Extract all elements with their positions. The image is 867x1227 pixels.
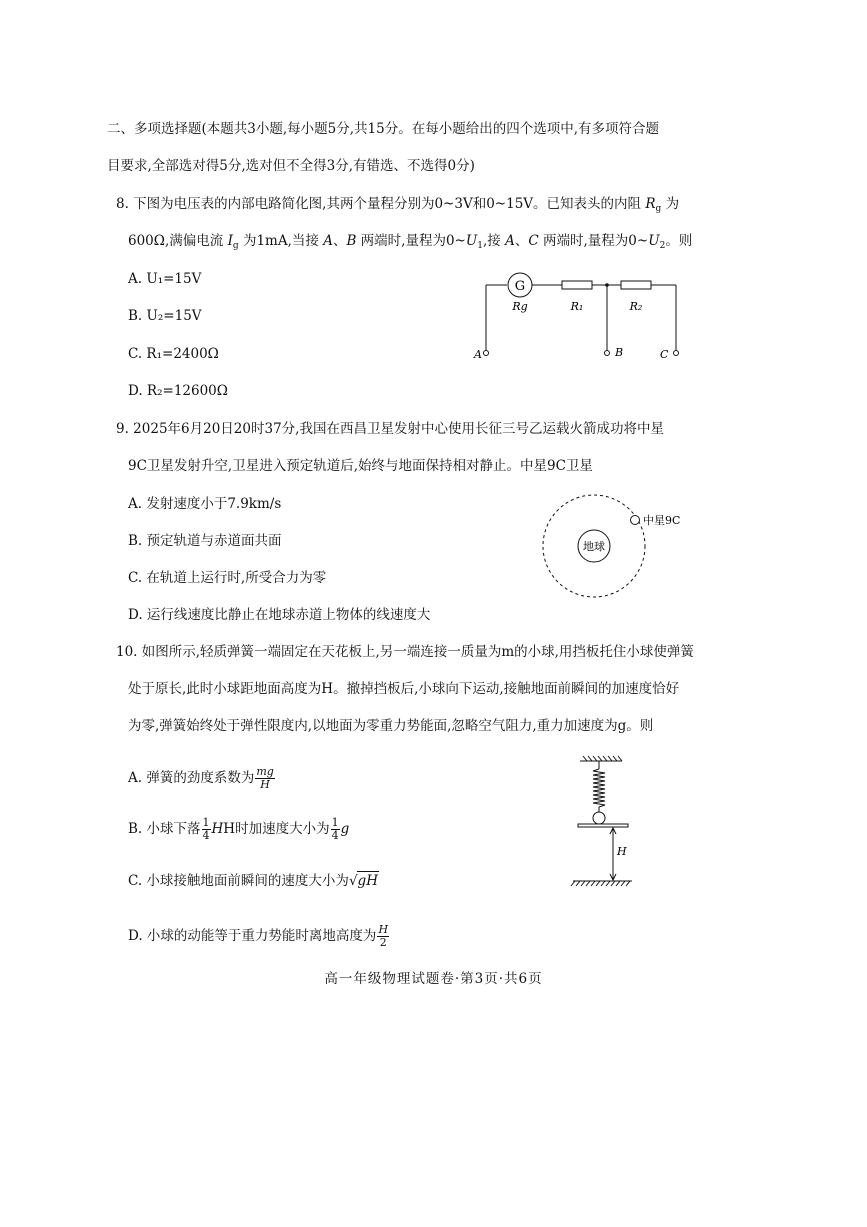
q8-option-d: D. R₂=12600Ω: [128, 383, 228, 399]
q8-option-b: B. U₂=15V: [128, 308, 202, 324]
page-footer: 高一年级物理试题卷·第3页·共6页: [324, 971, 543, 987]
q9-option-c: C. 在轨道上运行时,所受合力为零: [128, 570, 327, 586]
spring-coil: [593, 769, 605, 807]
q8-option-a: A. U₁=15V: [128, 271, 202, 287]
terminal-b: [605, 351, 610, 356]
r1-label: R₁: [570, 300, 584, 313]
r2-label: R₂: [629, 300, 643, 313]
q10-stem-line1: 10. 如图所示,轻质弹簧一端固定在天花板上,另一端连接一质量为m的小球,用挡板托住小球使弹簧: [116, 644, 694, 660]
satellite-dot: [631, 516, 640, 525]
label-a: A: [474, 348, 482, 361]
q10-spring-diagram: [570, 755, 650, 890]
terminal-a: [484, 351, 489, 356]
earth-label: 地球: [583, 540, 605, 553]
label-c: C: [660, 348, 669, 361]
q10-option-c: C. 小球接触地面前瞬间的速度大小为√gH: [128, 873, 378, 889]
section-header-line1: 二、多项选择题(本题共3小题,每小题5分,共15分。在每小题给出的四个选项中,有多项符合题: [107, 121, 659, 137]
q10-stem-line3: 为零,弹簧始终处于弹性限度内,以地面为零重力势能面,忽略空气阻力,重力加速度为g。则: [128, 718, 654, 734]
galvanometer-label: G: [514, 279, 526, 294]
q9-stem-line1: 9. 2025年6月20日20时37分,我国在西昌卫星发射中心使用长征三号乙运载火箭成功将中星: [116, 421, 664, 437]
section-header-line2: 目要求,全部选对得5分,选对但不全得3分,有错选、不选得0分): [107, 158, 475, 174]
q8-stem-line2: 600Ω,满偏电流 $I_g$ 为1mA,当接 A、B 两端时,量程为$0\sim U_1$,接 A、C 两端时,量程为$0\sim U_2$。则: [128, 233, 693, 251]
q10-option-d: D. 小球的动能等于重力势能时离地高度为 $\frac{H}{2}$: [128, 923, 389, 949]
q9-orbit-diagram: [535, 490, 695, 602]
q10-option-b: B. 小球下落 $\frac{1}{4}$ HH时加速度大小为 $\frac{1}{4}$ g: [128, 816, 350, 842]
satellite-label: 中星9C: [643, 514, 681, 527]
q9-option-b: B. 预定轨道与赤道面共面: [128, 533, 282, 549]
q9-option-a: A. 发射速度小于7.9km/s: [128, 496, 282, 512]
q9-stem-line2: 9C卫星发射升空,卫星进入预定轨道后,始终与地面保持相对静止。中星9C卫星: [128, 458, 593, 474]
height-label: H: [617, 845, 627, 858]
ball: [593, 812, 605, 824]
baffle-plate: [578, 824, 628, 827]
q9-option-d: D. 运行线速度比静止在地球赤道上物体的线速度大: [128, 607, 431, 623]
q10-option-a: A. 弹簧的劲度系数为 $\frac{mg}{H}$: [128, 765, 274, 791]
q8-stem-line1: 8. 下图为电压表的内部电路简化图,其两个量程分别为0~3V和0~15V。已知表头的内阻 $R_g$ 为: [116, 196, 680, 214]
q8-circuit-diagram: [470, 268, 690, 370]
terminal-c: [674, 351, 679, 356]
rg-label: Rg: [512, 300, 528, 313]
resistor-r2-symbol: [621, 281, 651, 289]
resistor-r1-symbol: [562, 281, 592, 289]
q8-option-c: C. R₁=2400Ω: [128, 346, 219, 362]
label-b: B: [615, 346, 624, 359]
q10-stem-line2: 处于原长,此时小球距地面高度为H。撤掉挡板后,小球向下运动,接触地面前瞬间的加速度恰好: [128, 681, 680, 697]
